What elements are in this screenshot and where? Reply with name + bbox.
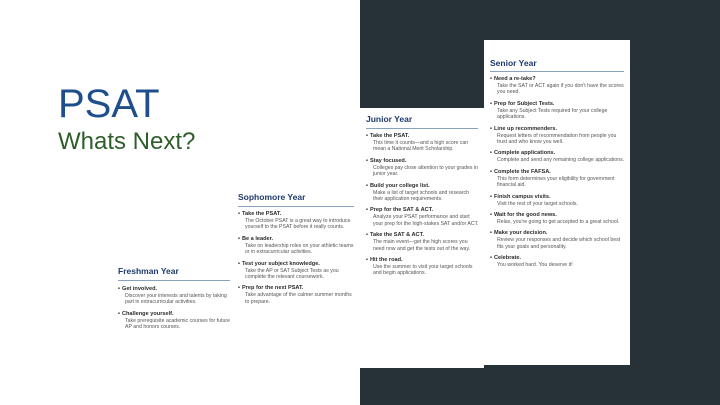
item-heading: [490, 126, 626, 133]
list-item: [366, 257, 480, 277]
list-item: [238, 211, 356, 231]
list-item: [238, 285, 356, 305]
bullet-icon: •: [490, 76, 492, 82]
item-heading-text: Finish campus visits.: [493, 193, 551, 200]
item-description: Take on leadership roles on your athletic teams or in extracurricular activities.: [245, 242, 354, 256]
item-heading: [366, 257, 480, 264]
senior-year-title: Senior Year: [490, 58, 537, 68]
item-heading: [490, 169, 626, 176]
item-heading: [490, 212, 626, 219]
list-item: [366, 232, 480, 252]
item-heading: [366, 158, 480, 165]
list-item: [490, 255, 626, 268]
bullet-icon: •: [490, 168, 492, 175]
item-heading-text: Prep for the SAT & ACT.: [369, 207, 434, 214]
bullet-icon: •: [490, 150, 492, 157]
divider: [238, 206, 354, 207]
item-heading-text: Need a re-take?: [493, 76, 536, 82]
bullet-icon: •: [366, 157, 368, 164]
item-heading-text: Prep for Subject Tests.: [493, 100, 555, 107]
divider: [490, 71, 624, 72]
bullet-icon: •: [366, 207, 368, 214]
list-item: [366, 158, 480, 178]
item-description: Use the summer to visit your target schools and begin applications.: [373, 264, 473, 277]
item-heading: [238, 236, 356, 243]
bullet-icon: •: [490, 100, 492, 107]
item-heading: [366, 207, 480, 214]
item-description: Take the SAT or ACT again if you don't have the scores you need.: [497, 83, 624, 96]
bullet-icon: •: [366, 257, 368, 264]
item-heading: [490, 101, 626, 108]
item-heading-text: Line up recommenders.: [493, 125, 558, 132]
item-description: Request letters of recommendation from people you trust and who know you well.: [497, 132, 617, 146]
bullet-icon: •: [490, 255, 492, 262]
item-heading: [366, 133, 480, 140]
item-description: Take prerequisite academic courses for future AP and honors courses.: [125, 317, 230, 331]
bullet-icon: •: [490, 230, 492, 237]
junior-year-title: Junior Year: [366, 114, 413, 124]
freshman-year-title: Freshman Year: [118, 266, 179, 276]
bullet-icon: •: [366, 133, 368, 139]
item-heading-text: Take the SAT & ACT.: [369, 232, 424, 239]
item-description: Colleges pay close attention to your grades in junior year.: [373, 164, 478, 178]
freshman-year-step: [112, 258, 236, 368]
list-item: [490, 212, 626, 225]
list-item: [366, 183, 480, 203]
list-item: [490, 169, 626, 189]
bullet-icon: •: [490, 212, 492, 219]
item-heading-text: Make your decision.: [493, 230, 548, 237]
item-heading: [238, 285, 356, 292]
bullet-icon: •: [490, 193, 492, 200]
item-heading-text: Test your subject knowledge.: [241, 260, 320, 267]
sophomore-year-item-list: [238, 211, 356, 310]
item-heading: [490, 76, 626, 83]
item-description: Take any Subject Tests required for your college applications.: [497, 107, 608, 121]
list-item: [490, 230, 626, 250]
item-description: Discover your interests and talents by taking part in extracurricular activities.: [125, 293, 227, 306]
bullet-icon: •: [118, 286, 120, 292]
item-heading-text: Get involved.: [121, 286, 158, 292]
list-item: [490, 150, 626, 163]
junior-year-step: [360, 108, 484, 368]
bullet-icon: •: [366, 232, 368, 239]
item-heading: [490, 255, 626, 262]
item-heading: [238, 211, 356, 218]
item-heading-text: Challenge yourself.: [121, 310, 174, 317]
bullet-icon: •: [238, 260, 240, 267]
item-heading: [238, 261, 356, 268]
divider: [366, 128, 478, 129]
item-heading-text: Prep for the next PSAT.: [241, 285, 304, 292]
item-heading-text: Complete applications.: [493, 150, 556, 157]
item-heading: [366, 232, 480, 239]
item-heading-text: Stay focused.: [369, 157, 407, 164]
item-description: Analyze your PSAT performance and start your prep for the high-stakes SAT and/or ACT.: [373, 214, 479, 227]
item-heading-text: Hit the road.: [369, 257, 403, 264]
list-item: [238, 261, 356, 281]
bullet-icon: •: [366, 182, 368, 189]
bullet-icon: •: [490, 125, 492, 132]
item-heading: [490, 194, 626, 201]
item-description: Make a list of target schools and research their application requirements.: [373, 189, 470, 203]
slide-subtitle: Whats Next?: [58, 128, 196, 155]
item-description: Complete and send any remaining college applications.: [497, 157, 625, 164]
list-item: [490, 101, 626, 121]
divider: [118, 280, 230, 281]
list-item: [490, 126, 626, 146]
item-description: This form determines your eligibility for government financial aid.: [497, 175, 615, 189]
slide-title: PSAT: [58, 82, 160, 126]
junior-year-item-list: [366, 133, 480, 282]
bullet-icon: •: [238, 285, 240, 292]
item-description: Take the AP or SAT Subject Tests as you complete the relevant coursework.: [245, 267, 339, 281]
list-item: [118, 311, 232, 331]
senior-year-item-list: [490, 76, 626, 274]
list-item: [490, 194, 626, 207]
list-item: [238, 236, 356, 256]
bullet-icon: •: [238, 235, 240, 242]
item-description: This time it counts—and a high score can mean a National Merit Scholarship.: [373, 140, 469, 153]
item-description: Visit the rest of your target schools.: [497, 200, 578, 207]
item-heading: [118, 311, 232, 318]
sophomore-year-step: [232, 178, 360, 368]
item-heading: [490, 230, 626, 237]
list-item: [118, 286, 232, 306]
item-heading-text: Complete the FAFSA.: [493, 168, 551, 175]
item-description: Review your responses and decide which school best fits your goals and personality.: [497, 237, 621, 250]
item-heading: [366, 183, 480, 190]
item-heading-text: Take the PSAT.: [241, 211, 282, 217]
item-description: The main event—get the high scores you need now and get the tests out of the way.: [373, 239, 471, 252]
bullet-icon: •: [238, 211, 240, 217]
item-description: Take advantage of the calmer summer months to prepare.: [245, 292, 352, 305]
item-heading: [490, 150, 626, 157]
list-item: [366, 133, 480, 153]
freshman-year-item-list: [118, 286, 232, 336]
item-heading-text: Celebrate.: [493, 255, 522, 262]
item-heading-text: Take the PSAT.: [369, 133, 410, 139]
list-item: [490, 76, 626, 96]
item-description: The October PSAT is a great way to introduce yourself to the PSAT before it really counts.: [245, 218, 351, 231]
item-heading-text: Be a leader.: [241, 235, 274, 242]
bullet-icon: •: [118, 310, 120, 317]
item-heading-text: Build your college list.: [369, 182, 430, 189]
item-heading-text: Wait for the good news.: [493, 212, 557, 219]
list-item: [366, 207, 480, 227]
item-heading: [118, 286, 232, 293]
sophomore-year-title: Sophomore Year: [238, 192, 306, 202]
item-description: You worked hard. You deserve it!: [497, 262, 573, 269]
senior-year-step: [484, 40, 630, 365]
item-description: Relax, you're going to get accepted to a great school.: [497, 219, 620, 226]
